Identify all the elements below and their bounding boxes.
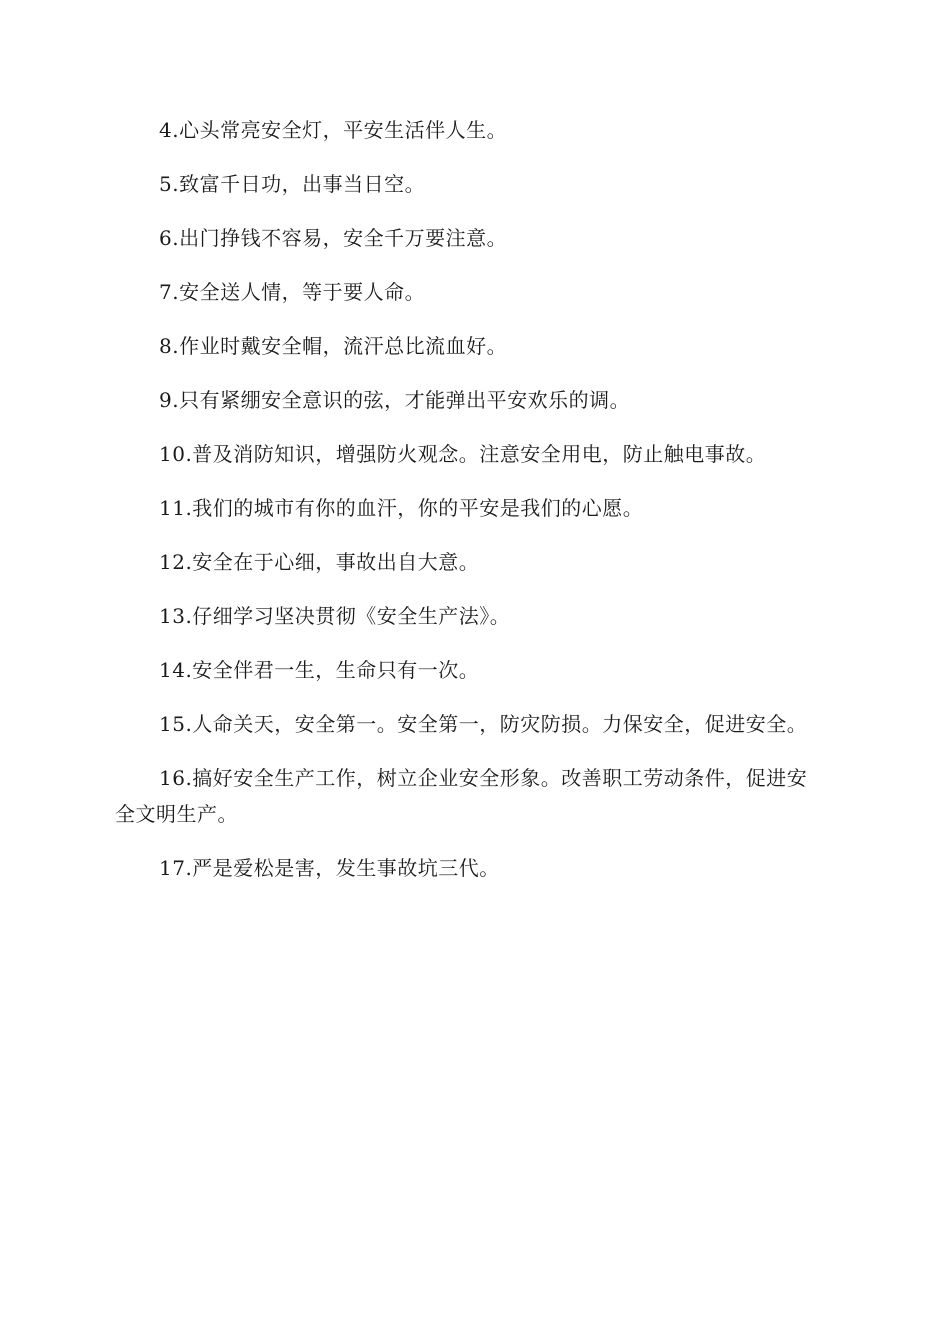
slogan-item-10: 10.普及消防知识，增强防火观念。注意安全用电，防止触电事故。: [159, 442, 767, 466]
slogan-item-14: 14.安全伴君一生，生命只有一次。: [159, 658, 480, 682]
slogan-item-13: 13.仔细学习坚决贯彻《安全生产法》。: [159, 604, 511, 628]
slogan-item-17: 17.严是爱松是害，发生事故坑三代。: [159, 856, 500, 880]
slogan-item-8: 8.作业时戴安全帽，流汗总比流血好。: [159, 334, 508, 358]
slogan-item-15: 15.人命关天，安全第一。安全第一，防灾防损。力保安全，促进安全。: [159, 712, 808, 736]
slogan-item-7: 7.安全送人情，等于要人命。: [159, 280, 426, 304]
slogan-item-9: 9.只有紧绷安全意识的弦，才能弹出平安欢乐的调。: [159, 388, 631, 412]
slogan-item-6: 6.出门挣钱不容易，安全千万要注意。: [159, 226, 508, 250]
slogan-list: [115, 112, 825, 904]
slogan-item-4: 4.心头常亮安全灯，平安生活伴人生。: [159, 118, 508, 142]
slogan-item-12: 12.安全在于心细，事故出自大意。: [159, 550, 480, 574]
slogan-item-5: 5.致富千日功，出事当日空。: [159, 172, 426, 196]
slogan-item-11: 11.我们的城市有你的血汗，你的平安是我们的心愿。: [159, 496, 644, 520]
slogan-item-16: 16.搞好安全生产工作，树立企业安全形象。改善职工劳动条件，促进安全文明生产。: [115, 766, 808, 826]
